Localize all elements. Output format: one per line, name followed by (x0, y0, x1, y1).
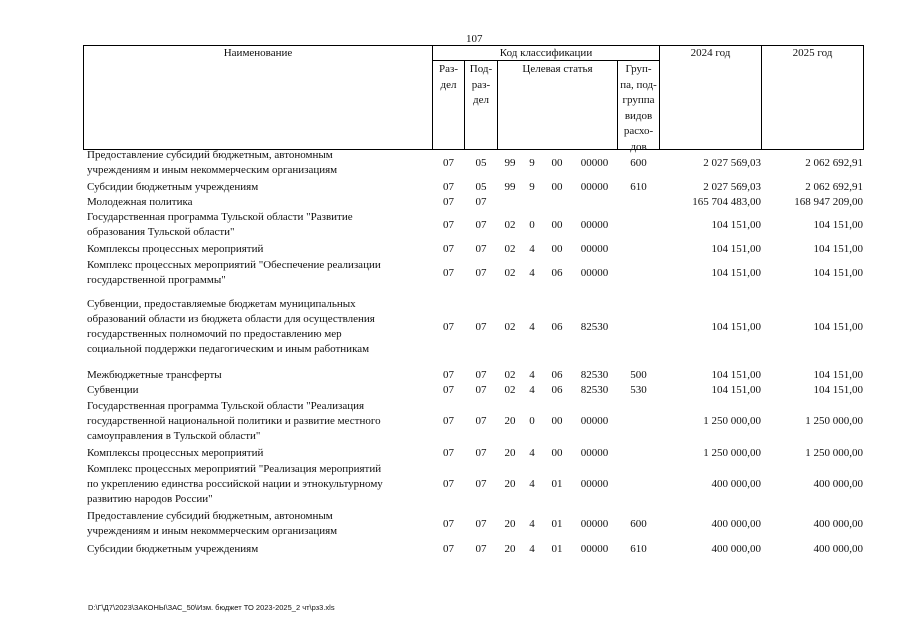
row-name (87, 210, 422, 240)
cell-t2: 4 (529, 517, 535, 530)
cell-r: 07 (443, 242, 454, 255)
cell-v2025: 104 151,00 (813, 218, 863, 231)
header-podrazdel-line: раз- (471, 78, 491, 91)
cell-t1: 20 (504, 517, 516, 530)
cell-r: 07 (443, 195, 454, 208)
cell-vr: 500 (630, 368, 647, 381)
header-group (618, 62, 659, 156)
cell-vr: 600 (630, 156, 647, 169)
cell-pr: 05 (475, 156, 487, 169)
cell-v2025: 104 151,00 (813, 266, 863, 279)
row-name-line: образований области из бюджета области для осуществления (87, 313, 375, 325)
row-name-line: Государственная программа Тульской области "Развитие (87, 211, 353, 223)
row-name-line: Межбюджетные трансферты (87, 368, 222, 381)
cell-t2: 4 (529, 477, 535, 490)
cell-pr: 07 (475, 542, 487, 555)
cell-r: 07 (443, 320, 454, 333)
cell-v2025: 1 250 000,00 (805, 414, 863, 427)
row-name (87, 180, 422, 195)
cell-v2024: 1 250 000,00 (703, 414, 761, 427)
cell-v2024: 400 000,00 (711, 542, 761, 555)
header-razdel-line: Раз- (438, 63, 458, 75)
cell-v2025: 400 000,00 (813, 542, 863, 555)
row-name (87, 462, 422, 507)
header-razdel-line: дел (440, 78, 457, 91)
cell-v2024: 104 151,00 (711, 320, 761, 333)
row-name-line: государственной национальной политики и развитие местного (87, 414, 381, 427)
cell-t3: 01 (551, 517, 563, 530)
header-group-line: дов (630, 140, 647, 153)
cell-pr: 07 (475, 242, 487, 255)
cell-r: 07 (443, 383, 454, 396)
cell-t1: 02 (504, 266, 516, 279)
cell-t2: 0 (529, 414, 535, 427)
cell-v2024: 400 000,00 (711, 477, 761, 490)
cell-v2025: 104 151,00 (813, 368, 863, 381)
row-name (87, 242, 422, 257)
cell-vr: 610 (630, 542, 647, 555)
row-name (87, 368, 422, 383)
cell-r: 07 (443, 542, 454, 555)
cell-v2024: 2 027 569,03 (703, 156, 761, 169)
header-vline (863, 45, 864, 150)
cell-pr: 07 (475, 446, 487, 459)
row-name-line: Субсидии бюджетным учреждениям (87, 180, 259, 193)
cell-v2025: 104 151,00 (813, 383, 863, 396)
cell-t1: 02 (504, 320, 516, 333)
cell-t1: 02 (504, 218, 516, 231)
cell-t1: 99 (504, 180, 516, 193)
cell-t4: 00000 (580, 180, 609, 193)
row-name (87, 446, 422, 461)
cell-r: 07 (443, 517, 454, 530)
cell-t4: 00000 (580, 156, 609, 169)
cell-v2024: 104 151,00 (711, 218, 761, 231)
cell-r: 07 (443, 477, 454, 490)
cell-t4: 82530 (580, 368, 609, 381)
cell-vr: 530 (630, 383, 647, 396)
cell-pr: 07 (475, 517, 487, 530)
header-2024: 2024 год (690, 47, 731, 59)
cell-t1: 20 (504, 414, 516, 427)
header-target: Целевая статья (522, 63, 593, 75)
cell-t3: 00 (551, 414, 563, 427)
cell-t3: 01 (551, 542, 563, 555)
row-name-line: Предоставление субсидий бюджетным, автономным (87, 510, 333, 522)
cell-pr: 07 (475, 266, 487, 279)
cell-v2024: 400 000,00 (711, 517, 761, 530)
cell-t1: 02 (504, 242, 516, 255)
cell-t2: 9 (529, 180, 535, 193)
cell-t3: 01 (551, 477, 563, 490)
row-name-line: Комплекс процессных мероприятий "Обеспечение реализации (87, 259, 381, 271)
row-name-line: Комплексы процессных мероприятий (87, 446, 264, 459)
cell-t3: 00 (551, 218, 563, 231)
row-name-line: социальной поддержки педагогическим и иным работникам (87, 343, 370, 355)
row-name-line: Комплекс процессных мероприятий "Реализация мероприятий (87, 462, 382, 475)
cell-t4: 00000 (580, 517, 609, 530)
header-2025: 2025 год (792, 47, 833, 59)
cell-v2024: 2 027 569,03 (703, 180, 761, 193)
row-name-line: Субвенции, предоставляемые бюджетам муниципальных (87, 298, 356, 310)
cell-v2025: 104 151,00 (813, 242, 863, 255)
cell-v2024: 104 151,00 (711, 368, 761, 381)
cell-t4: 00000 (580, 242, 609, 255)
row-name-line: государственной программы" (87, 274, 226, 286)
header-group-line: Груп- (625, 63, 652, 75)
cell-t3: 06 (551, 266, 563, 279)
row-name-line: Предоставление субсидий бюджетным, автономным (87, 149, 333, 161)
cell-r: 07 (443, 368, 454, 381)
cell-pr: 07 (475, 383, 487, 396)
cell-t3: 06 (551, 368, 563, 381)
cell-t2: 4 (529, 542, 535, 555)
row-name-line: Субвенции (87, 383, 139, 396)
cell-t2: 4 (529, 320, 535, 333)
cell-pr: 07 (475, 320, 487, 333)
cell-t2: 4 (529, 242, 535, 255)
row-name (87, 258, 422, 288)
row-name (87, 399, 422, 444)
cell-r: 07 (443, 266, 454, 279)
row-name-line: Молодежная политика (87, 195, 193, 208)
row-name (87, 195, 422, 210)
cell-t1: 99 (504, 156, 516, 169)
cell-v2025: 104 151,00 (813, 320, 863, 333)
cell-t1: 02 (504, 368, 516, 381)
cell-vr: 600 (630, 517, 647, 530)
header-group-line: па, под- (620, 78, 657, 91)
row-name-line: государственных полномочий по предоставлению мер (87, 328, 342, 340)
cell-t1: 20 (504, 477, 516, 490)
row-name-line: образования Тульской области" (87, 226, 235, 238)
cell-t2: 4 (529, 383, 535, 396)
file-path-footer: D:\Г\Д7\2023\ЗАКОНЫ\ЗАС_50\Изм. бюджет ТО 2023-2025_2 чт\рз3.xls (88, 603, 335, 612)
cell-t2: 9 (529, 156, 535, 169)
cell-t4: 00000 (580, 266, 609, 279)
cell-t1: 20 (504, 446, 516, 459)
cell-r: 07 (443, 180, 454, 193)
row-name-line: самоуправления в Тульской области" (87, 429, 261, 442)
cell-pr: 07 (475, 195, 487, 208)
cell-t3: 06 (551, 383, 563, 396)
cell-pr: 05 (475, 180, 487, 193)
cell-t4: 82530 (580, 383, 609, 396)
row-name-line: Государственная программа Тульской области "Реализация (87, 399, 365, 412)
cell-t3: 00 (551, 156, 563, 169)
row-name (87, 542, 422, 557)
header-group-line: группа (622, 94, 655, 107)
row-name-line: Комплексы процессных мероприятий (87, 242, 264, 255)
header-name: Наименование (223, 47, 293, 59)
cell-t2: 4 (529, 266, 535, 279)
cell-t2: 4 (529, 446, 535, 459)
row-name (87, 383, 422, 398)
row-name-line: развитию народов России" (87, 492, 213, 505)
header-group-line: видов (624, 109, 653, 122)
cell-t3: 00 (551, 242, 563, 255)
cell-r: 07 (443, 218, 454, 231)
cell-pr: 07 (475, 414, 487, 427)
row-name-line: Субсидии бюджетным учреждениям (87, 542, 259, 555)
cell-t2: 0 (529, 218, 535, 231)
header-podrazdel-line: дел (473, 94, 489, 107)
cell-v2024: 165 704 483,00 (692, 195, 761, 208)
cell-v2024: 1 250 000,00 (703, 446, 761, 459)
cell-v2025: 168 947 209,00 (794, 195, 863, 208)
header-razdel (433, 62, 464, 93)
cell-v2025: 400 000,00 (813, 517, 863, 530)
cell-t3: 06 (551, 320, 563, 333)
header-podrazdel (465, 62, 497, 109)
cell-t4: 00000 (580, 446, 609, 459)
cell-v2025: 400 000,00 (813, 477, 863, 490)
cell-t4: 00000 (580, 477, 609, 490)
cell-r: 07 (443, 446, 454, 459)
cell-vr: 610 (630, 180, 647, 193)
header-podrazdel-line: Под- (469, 63, 493, 75)
cell-t3: 00 (551, 446, 563, 459)
cell-v2024: 104 151,00 (711, 242, 761, 255)
cell-t4: 00000 (580, 414, 609, 427)
header-group-line: расхо- (623, 125, 654, 138)
row-name-line: по укреплению единства российской нации и этнокультурному (87, 477, 383, 490)
cell-t2: 4 (529, 368, 535, 381)
cell-v2025: 2 062 692,91 (805, 180, 863, 193)
cell-r: 07 (443, 156, 454, 169)
header-code-group: Код классификации (499, 47, 593, 59)
cell-t4: 00000 (580, 218, 609, 231)
cell-t1: 20 (504, 542, 516, 555)
cell-v2025: 1 250 000,00 (805, 446, 863, 459)
cell-t3: 00 (551, 180, 563, 193)
page-number: 107 (466, 33, 483, 45)
cell-pr: 07 (475, 218, 487, 231)
cell-pr: 07 (475, 368, 487, 381)
cell-v2024: 104 151,00 (711, 383, 761, 396)
cell-t4: 82530 (580, 320, 609, 333)
cell-v2025: 2 062 692,91 (805, 156, 863, 169)
cell-t1: 02 (504, 383, 516, 396)
cell-v2024: 104 151,00 (711, 266, 761, 279)
row-name (87, 509, 422, 539)
row-name-line: учреждениям и иным некоммерческим организациям (87, 525, 338, 537)
cell-r: 07 (443, 414, 454, 427)
row-name (87, 297, 422, 357)
cell-t4: 00000 (580, 542, 609, 555)
row-name (87, 148, 422, 178)
row-name-line: учреждениям и иным некоммерческим организациям (87, 164, 338, 176)
cell-pr: 07 (475, 477, 487, 490)
